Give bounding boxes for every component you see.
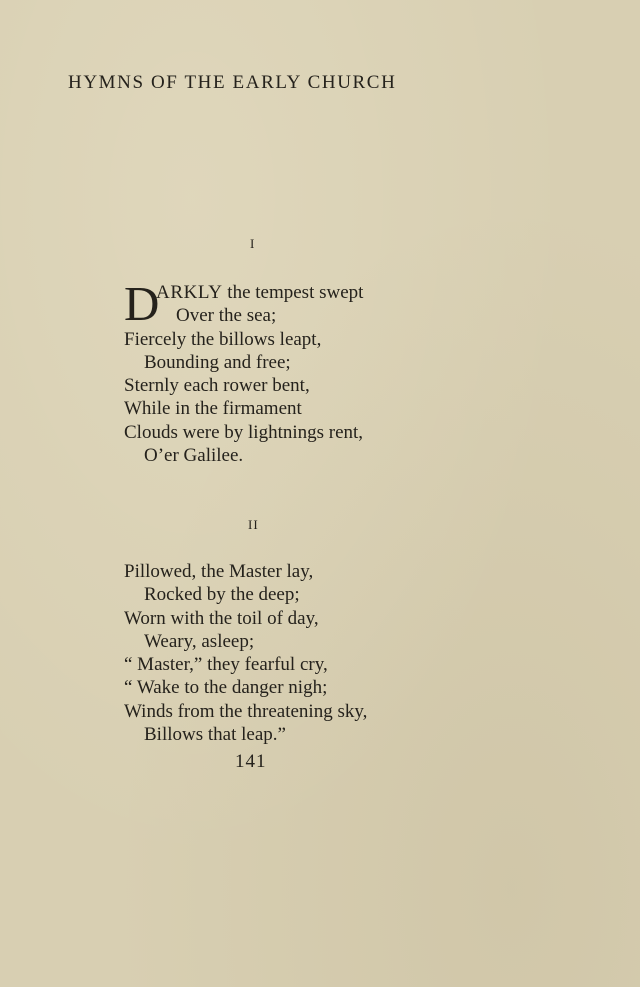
stanza-line: Rocked by the deep; [144, 584, 300, 606]
stanza-1 [124, 276, 364, 467]
page-number: 141 [235, 751, 267, 772]
stanza-line: “ Master,” they fearful cry, [124, 654, 328, 676]
stanza-line: O’er Galilee. [144, 445, 244, 467]
first-line-smallcaps: ARKLY [156, 282, 223, 303]
stanza-line: Fiercely the billows leapt, [124, 328, 322, 350]
stanza-line: Over the sea; [176, 305, 277, 327]
stanza-2 [124, 560, 367, 746]
stanza-line: Sternly each rower bent, [124, 375, 310, 397]
stanza-line: Pillowed, the Master lay, [124, 561, 314, 582]
stanza-line: Winds from the threatening sky, [124, 700, 368, 722]
stanza-line: Bounding and free; [144, 351, 291, 373]
stanza-line: Weary, asleep; [144, 630, 255, 652]
stanza-line: Clouds were by lightnings rent, [124, 421, 364, 443]
drop-cap: D [124, 276, 160, 331]
section-numeral-1: I [250, 236, 256, 251]
stanza-line: Worn with the toil of day, [124, 607, 319, 629]
section-numeral-2: II [248, 517, 259, 532]
first-line-tail: the tempest swept [222, 282, 364, 303]
stanza-line: Billows that leap.” [144, 724, 286, 746]
stanza-line: While in the firmament [124, 398, 302, 420]
running-head: HYMNS OF THE EARLY CHURCH [68, 72, 397, 93]
stanza-line: “ Wake to the danger nigh; [124, 677, 328, 699]
